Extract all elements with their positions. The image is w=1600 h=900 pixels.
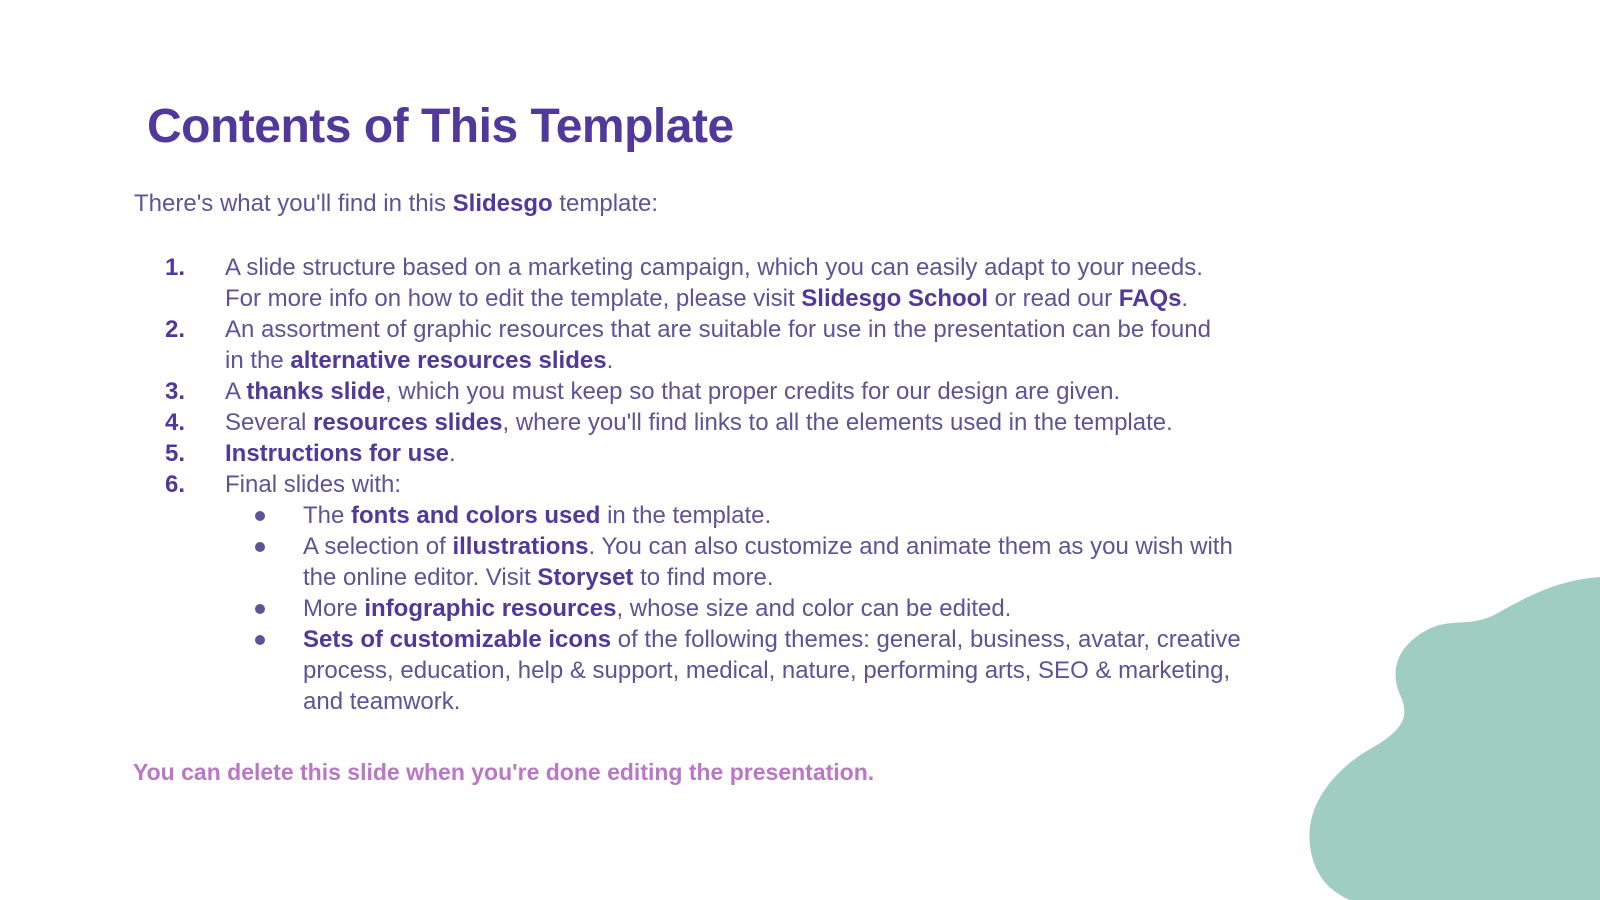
- bullet-item-text: A selection of illustrations. You can also customize and animate them as you wish with the online editor. Visit Storyset to find more.: [303, 533, 1233, 591]
- list-item-number: 5.: [165, 440, 186, 467]
- list-item-1: [147, 252, 1407, 314]
- bullet-icon: [255, 511, 265, 521]
- numbered-list: [147, 252, 1407, 500]
- list-item-text: A thanks slide, which you must keep so that proper credits for our design are given.: [225, 378, 1121, 405]
- bullet-icon: [255, 635, 265, 645]
- list-item-text: A slide structure based on a marketing campaign, which you can easily adapt to your needs. For more info on how to edit the template, please visit Slidesgo School or read our FAQs.: [225, 254, 1203, 312]
- list-item-5: [147, 438, 1407, 469]
- intro-text: There's what you'll find in this Slidesgo template:: [134, 190, 659, 217]
- bullet-item-3: [147, 593, 1407, 624]
- bullet-item-text: The fonts and colors used in the template.: [303, 502, 772, 529]
- list-item-text: Instructions for use.: [225, 440, 456, 467]
- list-item-6: [147, 469, 1407, 500]
- bullet-item-4: [147, 624, 1407, 717]
- bullet-item-text: More infographic resources, whose size and color can be edited.: [303, 595, 1012, 622]
- list-item-number: 6.: [165, 471, 186, 498]
- bullet-item-1: [147, 500, 1407, 531]
- list-item-number: 4.: [165, 409, 186, 436]
- list-item-2: [147, 314, 1407, 376]
- list-item-text: Final slides with:: [225, 471, 402, 498]
- list-item-number: 2.: [165, 316, 186, 343]
- list-item-4: [147, 407, 1407, 438]
- list-item-3: [147, 376, 1407, 407]
- list-item-text: Several resources slides, where you'll find links to all the elements used in the template.: [225, 409, 1173, 436]
- list-item-number: 1.: [165, 254, 186, 281]
- bullet-item-text: Sets of customizable icons of the following themes: general, business, avatar, creative process, education, help & support, medical, nature, performing arts, SEO & marketing, and teamwork.: [303, 626, 1241, 715]
- bullet-list: [147, 500, 1407, 717]
- list-item-number: 3.: [165, 378, 186, 405]
- bullet-icon: [255, 604, 265, 614]
- list-item-text: An assortment of graphic resources that are suitable for use in the presentation can be found in the alternative resources slides.: [225, 316, 1211, 374]
- blob-decoration: [1280, 568, 1600, 900]
- slide-body: [147, 252, 1407, 717]
- slide-title: Contents of This Template: [147, 100, 734, 153]
- bullet-item-2: [147, 531, 1407, 593]
- bullet-icon: [255, 542, 265, 552]
- footer-note: You can delete this slide when you're done editing the presentation.: [133, 759, 875, 785]
